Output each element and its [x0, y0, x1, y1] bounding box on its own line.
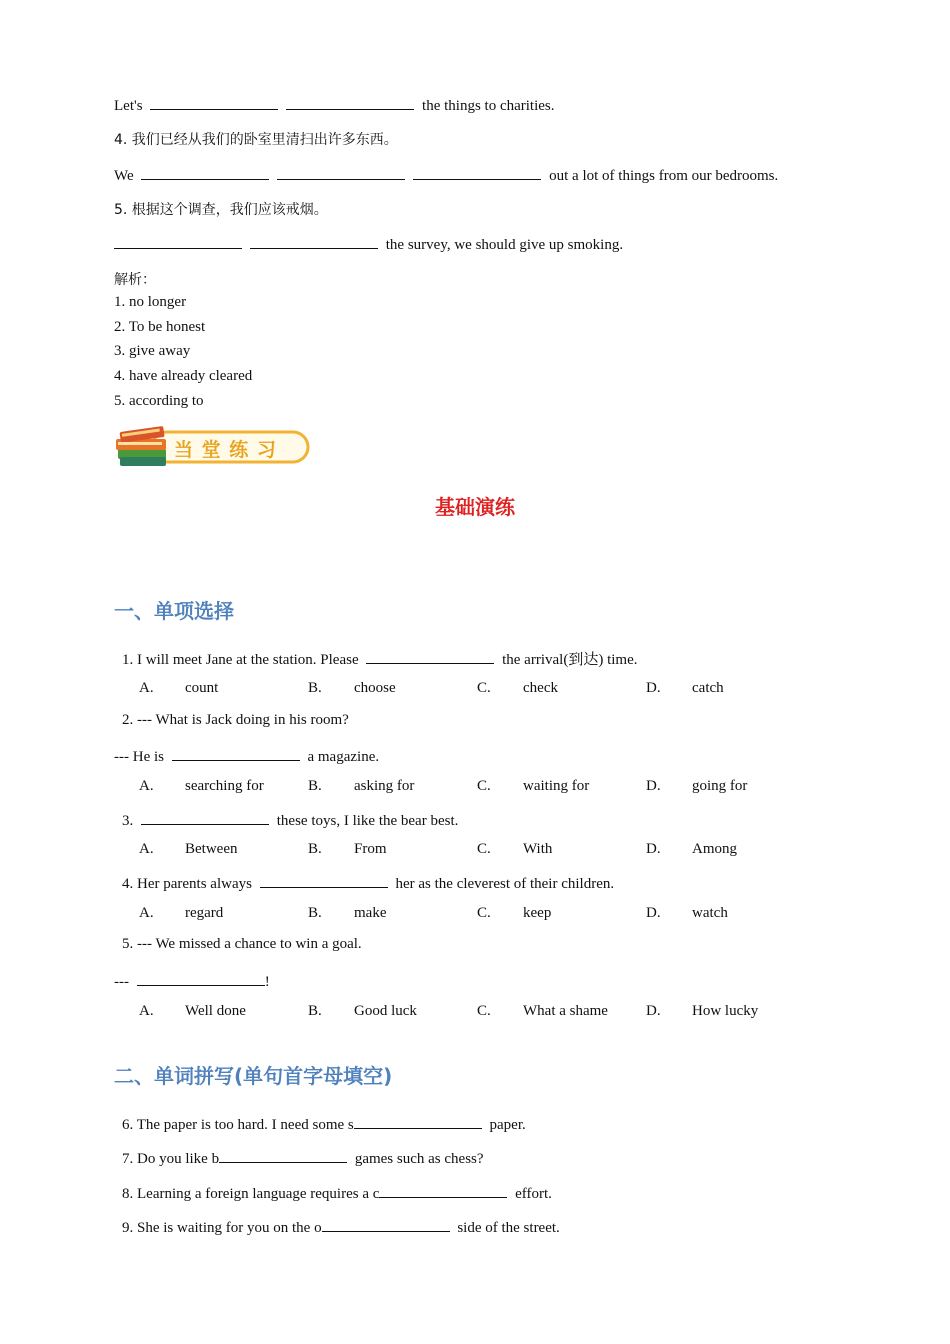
question-2-blank-line: [114, 746, 379, 766]
practice-badge: [114, 423, 314, 473]
option-text: What a shame: [523, 1003, 608, 1019]
question-text: ---: [114, 974, 129, 990]
section-heading: 一、单项选择: [114, 599, 234, 623]
option-d[interactable]: [646, 841, 737, 858]
option-c[interactable]: [477, 841, 552, 858]
analysis-item: 1. no longer: [114, 294, 187, 310]
answer-blank[interactable]: [413, 165, 541, 180]
q5-translation-line: [114, 234, 623, 254]
option-text: Good luck: [354, 1003, 417, 1019]
answer-blank[interactable]: [172, 746, 300, 761]
question-2: 2. --- What is Jack doing in his room?: [122, 712, 349, 728]
option-letter: A.: [139, 905, 154, 921]
option-letter: B.: [308, 841, 322, 857]
q4-translation-line: [114, 165, 778, 185]
question-9: [122, 1217, 560, 1237]
q5-suffix: the survey, we should give up smoking.: [385, 237, 624, 253]
option-letter: A.: [139, 841, 154, 857]
option-letter: B.: [308, 905, 322, 921]
question-1: [122, 648, 637, 669]
badge-label: 当 堂 练 习: [174, 439, 277, 461]
answer-blank[interactable]: [137, 971, 265, 986]
answer-blank[interactable]: [366, 649, 494, 664]
question-text: 7. Do you like b: [122, 1151, 220, 1167]
section-heading: 二、单词拼写(单句首字母填空): [114, 1064, 393, 1088]
option-text: With: [523, 841, 553, 857]
option-letter: D.: [646, 778, 661, 794]
option-c[interactable]: [477, 778, 589, 795]
answer-blank[interactable]: [141, 810, 269, 825]
q4-chinese: 4. 我们已经从我们的卧室里清扫出许多东西。: [114, 132, 398, 148]
option-c[interactable]: [477, 905, 551, 922]
option-letter: B.: [308, 778, 322, 794]
answer-blank[interactable]: [150, 95, 278, 110]
q3-translation-line: [114, 95, 555, 115]
question-3: [122, 810, 458, 830]
option-text: Well done: [185, 1003, 246, 1019]
option-b[interactable]: [308, 778, 414, 795]
question-text: effort.: [515, 1186, 552, 1202]
option-text: catch: [692, 680, 724, 696]
option-letter: B.: [308, 1003, 322, 1019]
answer-blank[interactable]: [141, 165, 269, 180]
option-a[interactable]: [139, 841, 237, 858]
option-letter: A.: [139, 778, 154, 794]
answer-blank[interactable]: [250, 234, 378, 249]
question-text: 3.: [122, 813, 134, 829]
option-letter: A.: [139, 680, 154, 696]
option-letter: A.: [139, 1003, 154, 1019]
question-text: 9. She is waiting for you on the o: [122, 1220, 322, 1236]
question-text: side of the street.: [457, 1220, 560, 1236]
option-text: regard: [185, 905, 224, 921]
option-a[interactable]: [139, 778, 264, 795]
option-letter: D.: [646, 905, 661, 921]
option-letter: D.: [646, 841, 661, 857]
question-text: a magazine.: [307, 749, 380, 765]
option-d[interactable]: [646, 905, 728, 922]
page-title: 基础演练: [435, 495, 515, 519]
option-letter: C.: [477, 905, 491, 921]
question-4: [122, 873, 614, 893]
question-text: her as the cleverest of their children.: [395, 876, 615, 892]
question-text: these toys, I like the bear best.: [276, 813, 459, 829]
option-d[interactable]: [646, 680, 724, 697]
option-letter: D.: [646, 680, 661, 696]
option-b[interactable]: [308, 680, 396, 697]
option-letter: C.: [477, 1003, 491, 1019]
option-text: check: [523, 680, 558, 696]
option-d[interactable]: [646, 778, 747, 795]
q4-suffix: out a lot of things from our bedrooms.: [549, 168, 779, 184]
option-text: How lucky: [692, 1003, 759, 1019]
option-text: keep: [523, 905, 552, 921]
option-text: searching for: [185, 778, 264, 794]
question-text: !: [264, 974, 270, 990]
option-c[interactable]: [477, 1003, 608, 1020]
option-a[interactable]: [139, 905, 223, 922]
option-b[interactable]: [308, 905, 386, 922]
question-5: 5. --- We missed a chance to win a goal.: [122, 936, 362, 952]
option-text: make: [354, 905, 387, 921]
option-a[interactable]: [139, 1003, 246, 1020]
question-6: [122, 1114, 526, 1134]
option-text: waiting for: [523, 778, 590, 794]
analysis-item: 3. give away: [114, 343, 191, 359]
option-text: watch: [692, 905, 728, 921]
analysis-item: 4. have already cleared: [114, 368, 253, 384]
answer-blank[interactable]: [354, 1114, 482, 1129]
option-letter: C.: [477, 778, 491, 794]
option-text: choose: [354, 680, 396, 696]
option-text: Between: [185, 841, 238, 857]
question-text: --- He is: [114, 749, 164, 765]
q3-prefix: Let's: [114, 98, 143, 114]
option-text: asking for: [354, 778, 415, 794]
option-text: count: [185, 680, 219, 696]
answer-blank[interactable]: [114, 234, 242, 249]
analysis-label: 解析：: [114, 272, 156, 288]
answer-blank[interactable]: [322, 1217, 450, 1232]
option-letter: C.: [477, 680, 491, 696]
option-c[interactable]: [477, 680, 558, 697]
option-d[interactable]: [646, 1003, 758, 1020]
q5-chinese: 5. 根据这个调查，我们应该戒烟。: [114, 202, 328, 218]
question-text: 8. Learning a foreign language requires a c: [122, 1186, 380, 1202]
q3-suffix: the things to charities.: [422, 98, 555, 114]
question-7: [122, 1148, 484, 1168]
analysis-item: 5. according to: [114, 393, 204, 409]
option-text: going for: [692, 778, 748, 794]
question-text: 1. I will meet Jane at the station. Please: [122, 652, 359, 668]
answer-blank[interactable]: [277, 165, 405, 180]
option-b[interactable]: [308, 841, 387, 858]
option-text: From: [354, 841, 387, 857]
answer-blank[interactable]: [260, 873, 388, 888]
question-8: [122, 1183, 552, 1203]
option-letter: D.: [646, 1003, 661, 1019]
option-a[interactable]: [139, 680, 218, 697]
option-text: Among: [692, 841, 737, 857]
question-5-blank-line: [114, 971, 270, 991]
question-text: paper.: [489, 1117, 526, 1133]
q4-prefix: We: [114, 168, 134, 184]
question-text: games such as chess?: [354, 1151, 484, 1167]
analysis-item: 2. To be honest: [114, 319, 206, 335]
question-text: 6. The paper is too hard. I need some s: [122, 1117, 354, 1133]
answer-blank[interactable]: [219, 1148, 347, 1163]
answer-blank[interactable]: [379, 1183, 507, 1198]
question-text: 4. Her parents always: [122, 876, 252, 892]
answer-blank[interactable]: [286, 95, 414, 110]
option-b[interactable]: [308, 1003, 417, 1020]
option-letter: B.: [308, 680, 322, 696]
option-letter: C.: [477, 841, 491, 857]
question-text: the arrival(到达) time.: [502, 652, 638, 668]
